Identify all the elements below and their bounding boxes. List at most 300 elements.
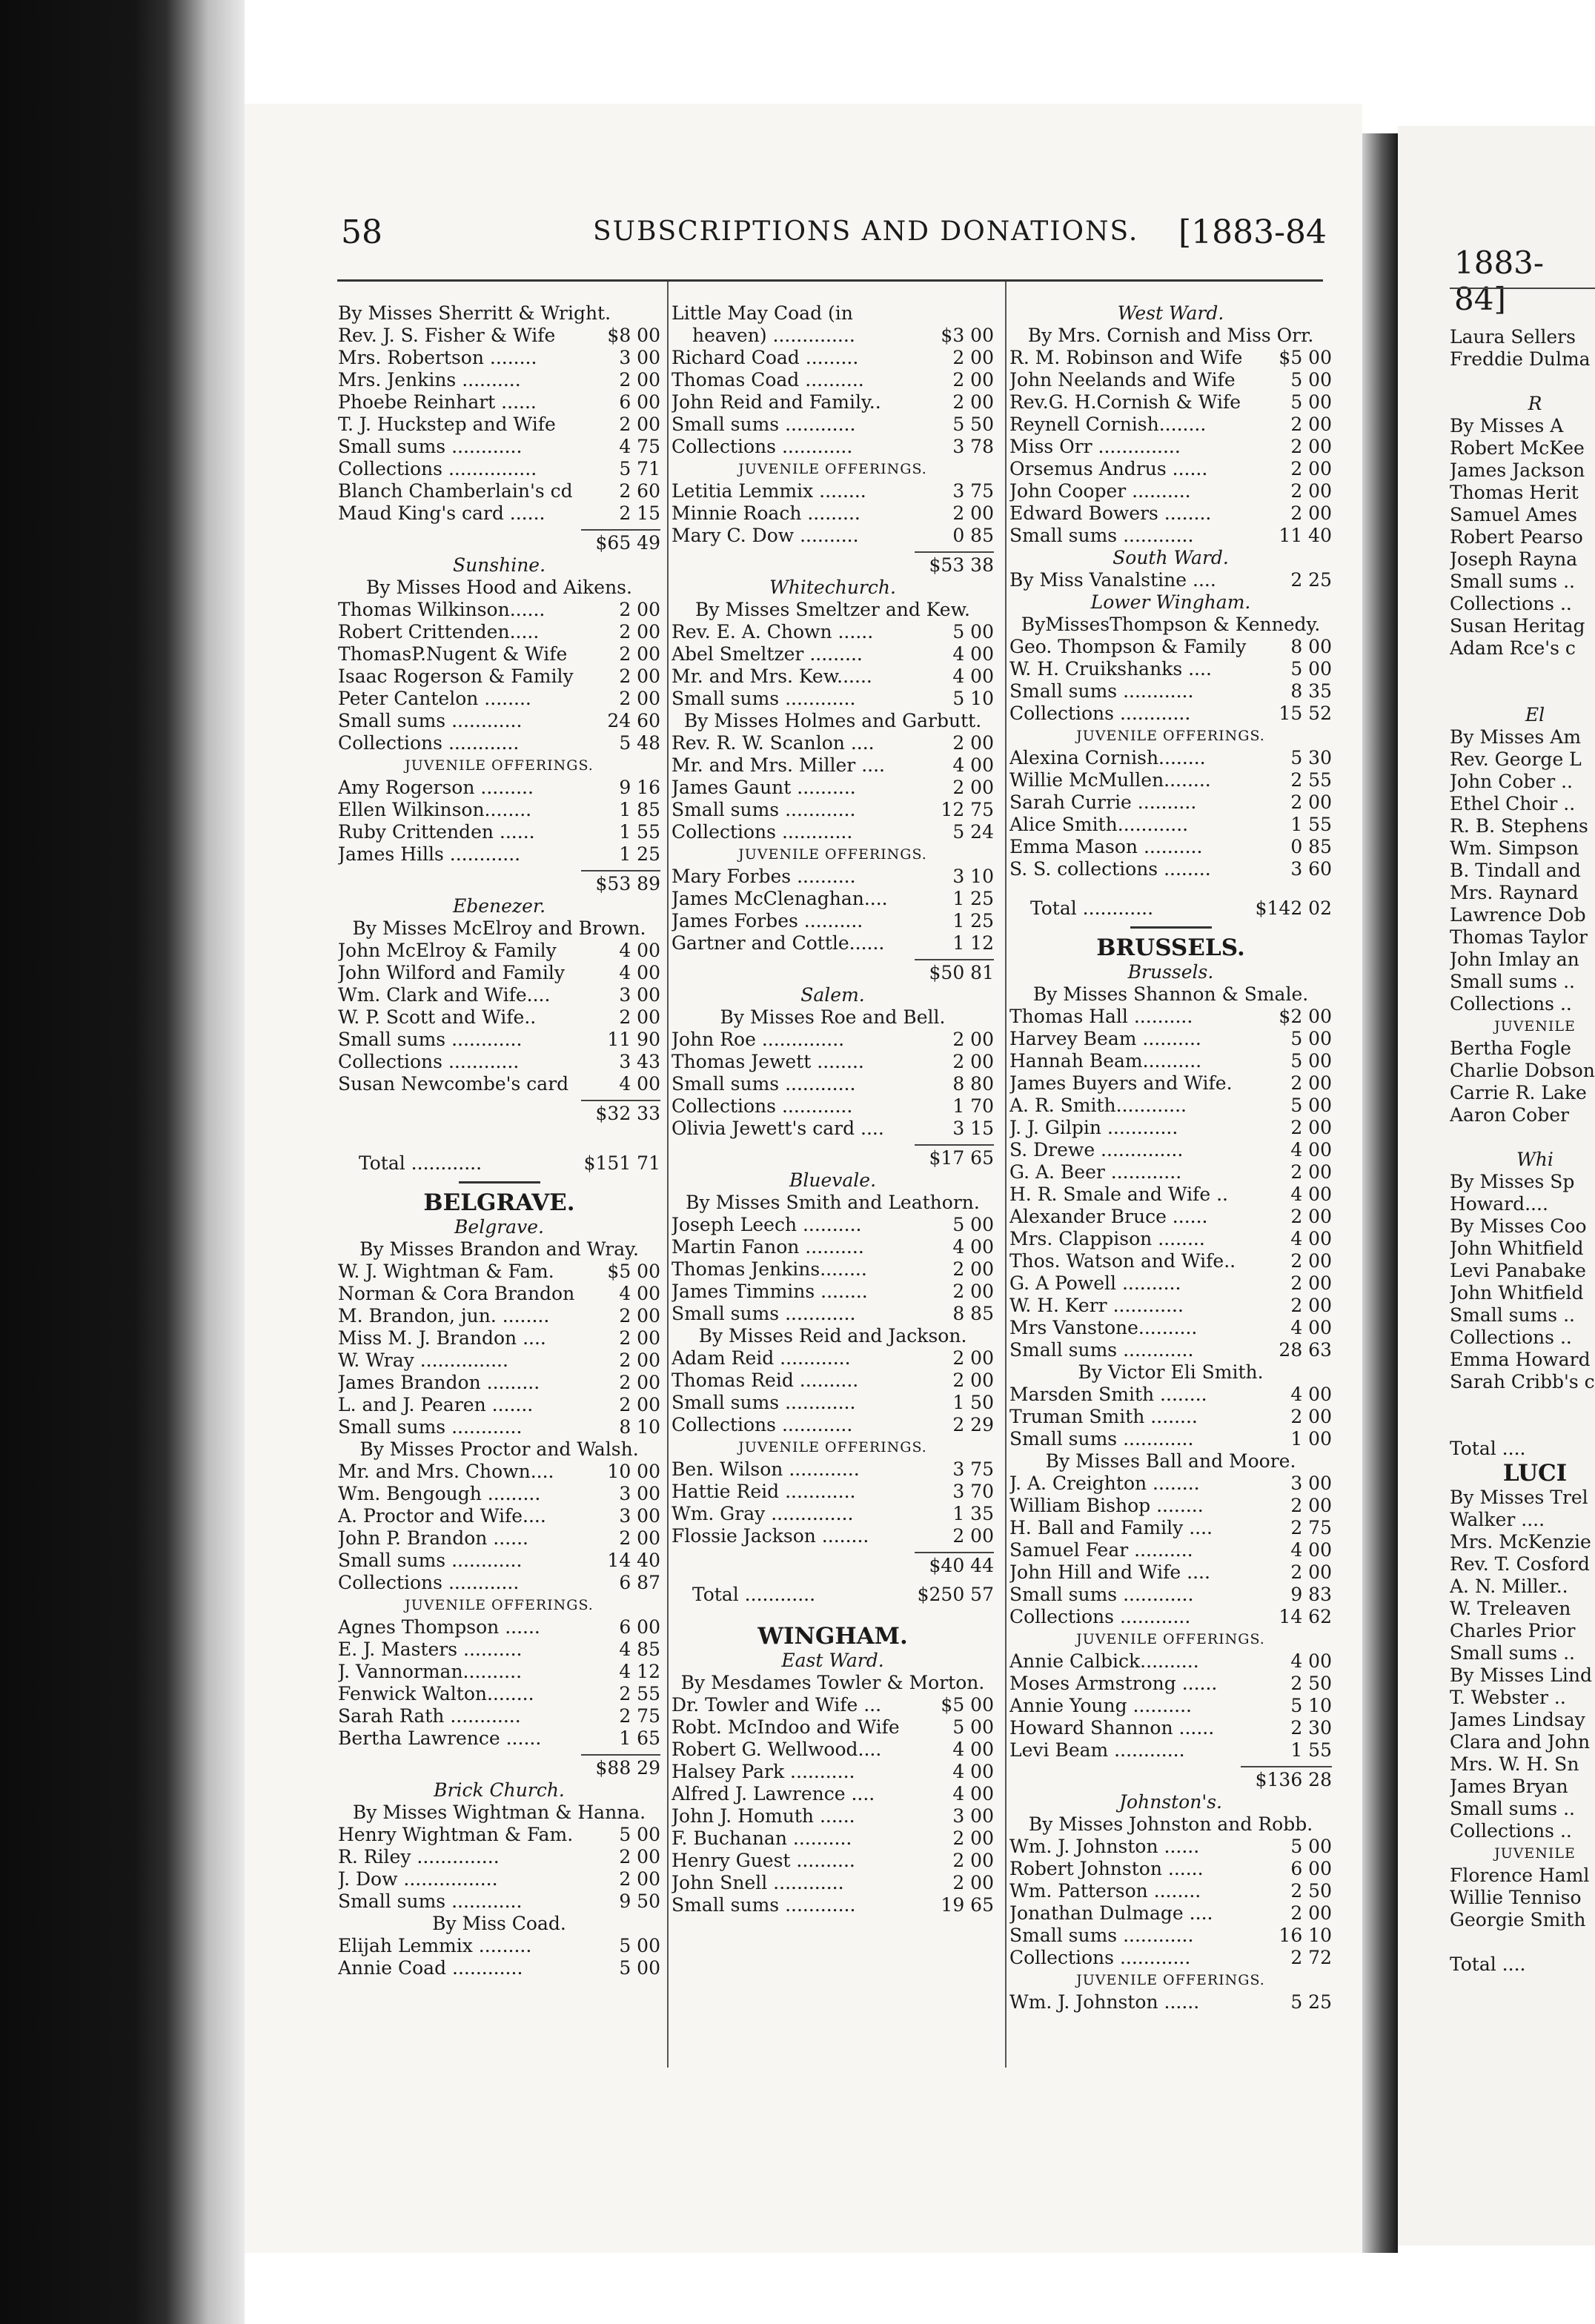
donor-name: Maud King's card ...... bbox=[338, 502, 546, 524]
donor-name: Mr. and Mrs. Kew...... bbox=[672, 665, 872, 687]
donor-name: Robt. McIndoo and Wife bbox=[672, 1716, 900, 1738]
donor-entry bbox=[338, 1372, 660, 1394]
donation-amount: 3 75 bbox=[952, 480, 994, 502]
donor-entry bbox=[338, 710, 660, 732]
donor-entry bbox=[338, 843, 660, 866]
donation-amount: 2 00 bbox=[952, 1827, 994, 1849]
donation-amount: 2 00 bbox=[1290, 436, 1332, 457]
donor-entry bbox=[338, 1051, 660, 1073]
facing-entry: W. Treleaven bbox=[1450, 1598, 1571, 1619]
donor-name: G. A. Beer ............ bbox=[1009, 1161, 1182, 1183]
donor-entry bbox=[338, 1572, 660, 1594]
donation-amount: 1 55 bbox=[619, 821, 660, 843]
juvenile-offerings-heading: JUVENILE OFFERINGS. bbox=[405, 1597, 594, 1613]
donor-entry bbox=[338, 643, 660, 665]
facing-entry: Emma Howard bbox=[1450, 1349, 1591, 1370]
donor-entry bbox=[672, 325, 994, 347]
donation-amount: 0 85 bbox=[952, 525, 994, 546]
donor-name: Elijah Lemmix ......... bbox=[338, 1935, 532, 1956]
donor-name: Wm. J. Johnston ...... bbox=[1009, 1836, 1200, 1857]
donation-amount: 2 00 bbox=[1290, 1272, 1332, 1294]
donor-entry bbox=[338, 1305, 660, 1327]
donation-amount: 2 25 bbox=[1290, 569, 1332, 591]
donation-amount: 2 00 bbox=[1290, 791, 1332, 813]
section-rule bbox=[1130, 926, 1212, 929]
facing-entry: Charlie Dobson bbox=[1450, 1060, 1595, 1081]
donor-name: John Neelands and Wife bbox=[1009, 369, 1236, 391]
running-title: SUBSCRIPTIONS AND DONATIONS. bbox=[593, 216, 1139, 247]
donor-name: W. H. Kerr ............ bbox=[1009, 1295, 1184, 1316]
donor-name: M. Brandon, jun. ........ bbox=[338, 1305, 550, 1327]
donation-amount: 2 00 bbox=[619, 688, 660, 709]
donor-name: Peter Cantelon ........ bbox=[338, 688, 531, 709]
donor-name: Small sums ............ bbox=[338, 436, 523, 457]
donation-amount: 2 00 bbox=[1290, 1902, 1332, 1924]
donor-entry bbox=[338, 1261, 660, 1283]
donation-amount: 2 00 bbox=[952, 1029, 994, 1050]
donation-amount: 16 10 bbox=[1279, 1925, 1332, 1946]
facing-entry: Small sums .. bbox=[1450, 1642, 1575, 1664]
donation-amount: 8 80 bbox=[952, 1073, 994, 1095]
subtotal bbox=[672, 959, 994, 984]
donor-name: Thos. Watson and Wife.. bbox=[1009, 1250, 1236, 1272]
facing-entry: Charles Prior bbox=[1450, 1620, 1576, 1641]
subtotal-amount: $32 33 bbox=[581, 1100, 660, 1125]
donor-entry bbox=[338, 347, 660, 369]
donor-entry bbox=[338, 665, 660, 688]
facing-entry: Laura Sellers bbox=[1450, 326, 1576, 348]
donor-name: A. R. Smith............ bbox=[1009, 1095, 1187, 1116]
donor-entry bbox=[672, 1051, 994, 1073]
donor-name: Small sums ............ bbox=[672, 799, 856, 820]
donor-name: John McElroy & Family bbox=[338, 940, 557, 961]
donation-amount: 5 00 bbox=[1290, 391, 1332, 413]
donation-amount: 3 00 bbox=[619, 347, 660, 368]
facing-entry: Clara and John bbox=[1450, 1731, 1591, 1753]
collectors-line: By Misses Roe and Bell. bbox=[720, 1006, 946, 1028]
donation-amount: 1 85 bbox=[619, 799, 660, 820]
donation-amount: 4 00 bbox=[1290, 1183, 1332, 1205]
facing-entry: Susan Heritag bbox=[1450, 615, 1585, 637]
total-label: Total ............ bbox=[1030, 897, 1154, 919]
donation-amount: 3 60 bbox=[1290, 858, 1332, 880]
total-amount: $250 57 bbox=[917, 1584, 994, 1605]
donor-name: Small sums ............ bbox=[672, 414, 856, 435]
donor-name: Collections ............... bbox=[338, 458, 537, 479]
circuit-heading: WINGHAM. bbox=[757, 1623, 908, 1650]
donor-entry bbox=[1009, 1695, 1332, 1717]
donation-amount: 2 00 bbox=[952, 1525, 994, 1547]
donor-entry bbox=[672, 1850, 994, 1872]
donor-entry bbox=[672, 621, 994, 643]
donor-name: Phoebe Reinhart ...... bbox=[338, 391, 537, 413]
donor-name: Little May Coad (in bbox=[672, 302, 853, 324]
subtotal bbox=[672, 551, 994, 577]
donor-entry bbox=[672, 643, 994, 665]
facing-entry: James Lindsay bbox=[1450, 1709, 1585, 1730]
donor-entry bbox=[1009, 1139, 1332, 1161]
donor-entry bbox=[672, 1236, 994, 1258]
donation-amount: 2 00 bbox=[952, 1281, 994, 1302]
donor-name: Blanch Chamberlain's cd bbox=[338, 480, 573, 502]
donation-amount: 3 75 bbox=[952, 1458, 994, 1480]
donor-name: Alice Smith............ bbox=[1009, 814, 1189, 835]
donation-amount: 15 52 bbox=[1279, 703, 1332, 724]
donor-name: Collections ............ bbox=[1009, 703, 1191, 724]
facing-entry: Mrs. Raynard bbox=[1450, 882, 1579, 903]
donor-name: Geo. Thompson & Family bbox=[1009, 636, 1247, 657]
donation-amount: 2 75 bbox=[1290, 1517, 1332, 1538]
total-line bbox=[1009, 897, 1332, 920]
donor-entry bbox=[1009, 836, 1332, 858]
donation-amount: 5 00 bbox=[1290, 369, 1332, 391]
donor-name: Martin Fanon .......... bbox=[672, 1236, 864, 1258]
donation-amount: 2 60 bbox=[619, 480, 660, 502]
column-divider bbox=[667, 282, 669, 2068]
total-line bbox=[338, 1152, 660, 1175]
collectors-line: By Misses Proctor and Walsh. bbox=[359, 1438, 639, 1460]
donor-entry bbox=[1009, 1991, 1332, 2013]
header-rule bbox=[337, 279, 1323, 282]
donor-name: James Brandon ......... bbox=[338, 1372, 540, 1393]
donor-name: Bertha Lawrence ...... bbox=[338, 1727, 542, 1749]
donor-entry bbox=[672, 1894, 994, 1916]
donation-amount: 5 10 bbox=[952, 688, 994, 709]
donor-name: E. J. Masters .......... bbox=[338, 1639, 523, 1660]
donor-entry bbox=[338, 502, 660, 525]
donation-amount: 5 00 bbox=[952, 621, 994, 643]
donation-amount: 3 00 bbox=[619, 1505, 660, 1527]
donation-amount: 2 00 bbox=[952, 1347, 994, 1369]
donation-amount: 2 00 bbox=[1290, 1250, 1332, 1272]
donation-amount: 3 43 bbox=[619, 1051, 660, 1072]
donor-entry bbox=[1009, 1250, 1332, 1272]
donor-entry bbox=[338, 1639, 660, 1661]
donation-amount: 1 55 bbox=[1290, 814, 1332, 835]
donation-amount: 2 00 bbox=[952, 1258, 994, 1280]
subtotal bbox=[338, 1100, 660, 1125]
facing-page-entries bbox=[1450, 326, 1595, 1976]
subtotal-amount: $65 49 bbox=[581, 529, 660, 554]
donor-name: J. Vannorman.......... bbox=[338, 1661, 523, 1682]
total-label: Total ............ bbox=[692, 1584, 816, 1605]
donor-name: Ben. Wilson ............ bbox=[672, 1458, 860, 1480]
donor-entry bbox=[338, 1935, 660, 1957]
donor-name: Emma Mason .......... bbox=[1009, 836, 1203, 857]
juvenile-offerings-heading: JUVENILE OFFERINGS. bbox=[1076, 1972, 1265, 1988]
donation-amount: 14 40 bbox=[607, 1550, 660, 1571]
donor-entry bbox=[672, 347, 994, 369]
donation-amount: 2 00 bbox=[952, 502, 994, 524]
donation-amount: 2 00 bbox=[619, 1006, 660, 1028]
donor-name: Hattie Reid ............ bbox=[672, 1481, 856, 1502]
donor-entry bbox=[1009, 1384, 1332, 1406]
donor-entry bbox=[338, 1349, 660, 1372]
donor-name: Collections ............ bbox=[1009, 1606, 1191, 1627]
subtotal bbox=[672, 1552, 994, 1577]
donor-entry bbox=[1009, 1050, 1332, 1072]
spacer bbox=[1450, 1393, 1595, 1415]
donor-name: Ellen Wilkinson........ bbox=[338, 799, 532, 820]
donor-name: William Bishop ........ bbox=[1009, 1495, 1204, 1516]
donor-name: Adam Reid ............ bbox=[672, 1347, 851, 1369]
facing-circuit-heading: LUCI bbox=[1502, 1460, 1568, 1487]
donor-entry bbox=[672, 910, 994, 932]
donor-entry bbox=[338, 1868, 660, 1890]
place-heading: Brussels. bbox=[1127, 961, 1214, 983]
donor-name: Thomas Reid .......... bbox=[672, 1370, 859, 1391]
donor-name: F. Buchanan .......... bbox=[672, 1827, 852, 1849]
donation-amount: 3 78 bbox=[952, 436, 994, 457]
donation-amount: 2 72 bbox=[1290, 1947, 1332, 1968]
donor-name: John Cooper .......... bbox=[1009, 480, 1191, 502]
donor-name: Abel Smeltzer ......... bbox=[672, 643, 863, 665]
donation-amount: 5 71 bbox=[619, 458, 660, 479]
facing-entry: Adam Rce's c bbox=[1450, 637, 1576, 659]
donor-name: Willie McMullen........ bbox=[1009, 769, 1211, 791]
donation-amount: 4 00 bbox=[619, 940, 660, 961]
donor-name: By Miss Vanalstine .... bbox=[1009, 569, 1216, 591]
donor-name: Robert G. Wellwood.... bbox=[672, 1739, 882, 1760]
donor-entry bbox=[1009, 1606, 1332, 1628]
donor-name: Moses Armstrong ...... bbox=[1009, 1673, 1218, 1694]
donor-name: Miss M. J. Brandon .... bbox=[338, 1327, 546, 1349]
donor-entry bbox=[1009, 347, 1332, 369]
donor-name: Isaac Rogerson & Family bbox=[338, 665, 574, 687]
donor-entry bbox=[1009, 1925, 1332, 1947]
donor-name: Small sums ............ bbox=[672, 1392, 856, 1413]
donor-name: Mrs Vanstone.......... bbox=[1009, 1317, 1198, 1338]
donor-name: Joseph Leech .......... bbox=[672, 1214, 862, 1235]
facing-page bbox=[1398, 126, 1595, 2245]
donor-name: Small sums ............ bbox=[338, 1416, 523, 1438]
donor-entry bbox=[672, 1073, 994, 1095]
facing-entry: Wm. Simpson bbox=[1450, 837, 1579, 859]
donation-amount: 4 75 bbox=[619, 436, 660, 457]
section-rule bbox=[459, 1181, 540, 1183]
donation-amount: 3 00 bbox=[952, 1805, 994, 1827]
donor-name: James Forbes .......... bbox=[672, 910, 863, 932]
donor-entry bbox=[672, 888, 994, 910]
donation-amount: 4 00 bbox=[952, 665, 994, 687]
donor-name: Fenwick Walton........ bbox=[338, 1683, 534, 1704]
donor-entry bbox=[1009, 1836, 1332, 1858]
donation-amount: 4 85 bbox=[619, 1639, 660, 1660]
facing-entry: James Jackson bbox=[1450, 459, 1585, 481]
donor-entry bbox=[1009, 814, 1332, 836]
facing-entry: James Bryan bbox=[1450, 1776, 1568, 1797]
donor-name: Richard Coad ......... bbox=[672, 347, 859, 368]
donation-amount: 2 29 bbox=[952, 1414, 994, 1435]
donor-name: Hannah Beam.......... bbox=[1009, 1050, 1202, 1072]
donation-amount: $5 00 bbox=[1279, 347, 1332, 368]
donor-entry bbox=[672, 391, 994, 414]
juvenile-offerings-heading: JUVENILE OFFERINGS. bbox=[1076, 728, 1265, 744]
donation-amount: 2 00 bbox=[619, 621, 660, 643]
donor-entry bbox=[338, 1029, 660, 1051]
donor-entry bbox=[672, 480, 994, 502]
donor-entry bbox=[1009, 391, 1332, 414]
facing-entry: Small sums .. bbox=[1450, 971, 1575, 992]
donation-amount: 2 00 bbox=[952, 777, 994, 798]
donor-entry bbox=[672, 732, 994, 754]
donation-amount: 1 25 bbox=[952, 910, 994, 932]
donor-name: James Gaunt .......... bbox=[672, 777, 856, 798]
donor-name: Small sums ............ bbox=[1009, 525, 1194, 546]
donor-entry bbox=[338, 436, 660, 458]
place-heading: Brick Church. bbox=[434, 1779, 565, 1801]
donor-entry bbox=[338, 1616, 660, 1639]
donor-entry bbox=[1009, 769, 1332, 791]
donor-entry bbox=[338, 1073, 660, 1095]
donor-entry bbox=[1009, 1206, 1332, 1228]
total-amount: $151 71 bbox=[583, 1152, 660, 1174]
facing-entry: Willie Tenniso bbox=[1450, 1887, 1582, 1908]
donor-entry bbox=[672, 502, 994, 525]
donor-name: Mary C. Dow .......... bbox=[672, 525, 859, 546]
donation-amount: 2 00 bbox=[619, 1846, 660, 1868]
donor-name: Levi Beam ............ bbox=[1009, 1739, 1185, 1761]
donor-entry bbox=[1009, 1539, 1332, 1561]
donor-entry bbox=[338, 1727, 660, 1750]
donor-name: J. A. Creighton ........ bbox=[1009, 1473, 1200, 1494]
donor-name: Sarah Currie .......... bbox=[1009, 791, 1197, 813]
donation-amount: 2 00 bbox=[1290, 1117, 1332, 1138]
donation-amount: 19 65 bbox=[941, 1894, 994, 1916]
facing-entry: Aaron Cober bbox=[1450, 1104, 1569, 1126]
donor-entry bbox=[1009, 858, 1332, 880]
donation-amount: 4 00 bbox=[952, 1761, 994, 1782]
donation-amount: 2 00 bbox=[1290, 1406, 1332, 1427]
donor-entry bbox=[1009, 1183, 1332, 1206]
donation-amount: 5 00 bbox=[952, 1214, 994, 1235]
donor-name: Miss Orr .............. bbox=[1009, 436, 1181, 457]
donation-amount: 4 00 bbox=[1290, 1317, 1332, 1338]
donation-amount: 5 25 bbox=[1290, 1991, 1332, 2013]
donor-name: Wm. J. Johnston ...... bbox=[1009, 1991, 1200, 2013]
donation-amount: 5 00 bbox=[1290, 1095, 1332, 1116]
juvenile-offerings-heading: JUVENILE OFFERINGS. bbox=[738, 1439, 927, 1455]
donor-entry bbox=[1009, 1428, 1332, 1450]
donation-amount: 2 00 bbox=[952, 1051, 994, 1072]
donation-amount: 10 00 bbox=[607, 1461, 660, 1482]
donor-entry bbox=[338, 414, 660, 436]
donor-entry bbox=[672, 754, 994, 777]
facing-entry: Rev. T. Cosford bbox=[1450, 1553, 1590, 1575]
donor-name: Robert Crittenden..... bbox=[338, 621, 540, 643]
donation-amount: 2 00 bbox=[619, 1372, 660, 1393]
donor-entry bbox=[1009, 1072, 1332, 1095]
donor-name: Collections ............ bbox=[672, 1414, 853, 1435]
donor-name: L. and J. Pearen ....... bbox=[338, 1394, 534, 1415]
donation-amount: 2 00 bbox=[1290, 458, 1332, 479]
donor-name: Collections ............ bbox=[338, 732, 520, 754]
facing-entry: Collections .. bbox=[1450, 1327, 1572, 1348]
facing-entry: Robert McKee bbox=[1450, 437, 1585, 459]
donation-amount: 2 00 bbox=[1290, 1161, 1332, 1183]
donor-name: Small sums ............ bbox=[338, 1890, 523, 1912]
donation-amount: 14 62 bbox=[1279, 1606, 1332, 1627]
donor-name: Thomas Hall .......... bbox=[1009, 1006, 1193, 1027]
facing-place-heading: R bbox=[1528, 393, 1542, 414]
donor-name: Collections ............ bbox=[672, 821, 853, 843]
donor-entry bbox=[338, 1550, 660, 1572]
donor-entry bbox=[338, 325, 660, 347]
donation-amount: 2 00 bbox=[952, 1850, 994, 1871]
donor-entry bbox=[1009, 1006, 1332, 1028]
donor-entry bbox=[1009, 791, 1332, 814]
donation-amount: 2 55 bbox=[1290, 769, 1332, 791]
donation-amount: 2 00 bbox=[952, 732, 994, 754]
donor-name: John Hill and Wife .... bbox=[1009, 1561, 1210, 1583]
donor-name: Wm. Bengough ......... bbox=[338, 1483, 541, 1504]
donor-name: Thomas Wilkinson...... bbox=[338, 599, 546, 620]
donation-amount: 2 00 bbox=[952, 1370, 994, 1391]
donor-name: Small sums ............ bbox=[1009, 1925, 1194, 1946]
facing-entry: B. Tindall and bbox=[1450, 860, 1581, 881]
donor-entry bbox=[672, 665, 994, 688]
circuit-heading: BELGRAVE. bbox=[423, 1189, 575, 1216]
donor-entry bbox=[1009, 436, 1332, 458]
donor-name: By Misses Sherritt & Wright. bbox=[338, 302, 611, 324]
donor-name: Truman Smith ........ bbox=[1009, 1406, 1198, 1427]
donor-name: H. Ball and Family .... bbox=[1009, 1517, 1213, 1538]
donor-name: Robert Johnston ...... bbox=[1009, 1858, 1204, 1879]
facing-entry: John Whitfield bbox=[1450, 1282, 1584, 1304]
donor-name: Small sums ............ bbox=[672, 1303, 856, 1324]
donor-name: Susan Newcombe's card bbox=[338, 1073, 569, 1095]
donation-amount: 2 00 bbox=[952, 369, 994, 391]
donation-amount: 2 00 bbox=[619, 1305, 660, 1327]
donor-entry bbox=[338, 480, 660, 502]
collectors-line: ByMissesThompson & Kennedy. bbox=[1021, 614, 1321, 635]
donor-name: Mrs. Robertson ........ bbox=[338, 347, 537, 368]
donor-name: John Snell ............ bbox=[672, 1872, 844, 1893]
donor-name: Minnie Roach ......... bbox=[672, 502, 860, 524]
collectors-line: By Misses Wightman & Hanna. bbox=[352, 1802, 646, 1823]
donation-amount: 5 10 bbox=[1290, 1695, 1332, 1716]
column-divider bbox=[1005, 282, 1007, 2068]
donation-amount: 2 00 bbox=[619, 1527, 660, 1549]
collectors-line: By Misses Ball and Moore. bbox=[1045, 1450, 1296, 1472]
donation-amount: 5 00 bbox=[619, 1824, 660, 1845]
donation-amount bbox=[656, 302, 660, 325]
donor-name: Small sums ............ bbox=[1009, 680, 1194, 702]
donor-entry bbox=[672, 1827, 994, 1850]
donation-amount: 4 00 bbox=[952, 754, 994, 776]
donation-amount: 24 60 bbox=[607, 710, 660, 731]
spacer bbox=[1450, 660, 1595, 682]
donor-name: Reynell Cornish........ bbox=[1009, 414, 1207, 435]
donor-entry bbox=[338, 369, 660, 391]
facing-place-heading: Whi bbox=[1516, 1149, 1553, 1170]
donor-name: Collections ............ bbox=[672, 436, 853, 457]
donation-amount: 5 24 bbox=[952, 821, 994, 843]
donor-entry bbox=[338, 799, 660, 821]
donation-amount: 28 63 bbox=[1279, 1339, 1332, 1361]
donor-entry bbox=[672, 1739, 994, 1761]
spacer bbox=[1009, 880, 1332, 891]
donor-name: H. R. Smale and Wife .. bbox=[1009, 1183, 1228, 1205]
donation-amount: 2 50 bbox=[1290, 1880, 1332, 1902]
donation-amount: 3 00 bbox=[619, 1483, 660, 1504]
donor-entry bbox=[672, 1118, 994, 1140]
donor-entry bbox=[672, 821, 994, 843]
facing-entry: Lawrence Dob bbox=[1450, 904, 1586, 926]
donor-entry bbox=[338, 984, 660, 1006]
facing-entry: By Misses Lind bbox=[1450, 1664, 1592, 1686]
donor-name: Harvey Beam .......... bbox=[1009, 1028, 1201, 1049]
